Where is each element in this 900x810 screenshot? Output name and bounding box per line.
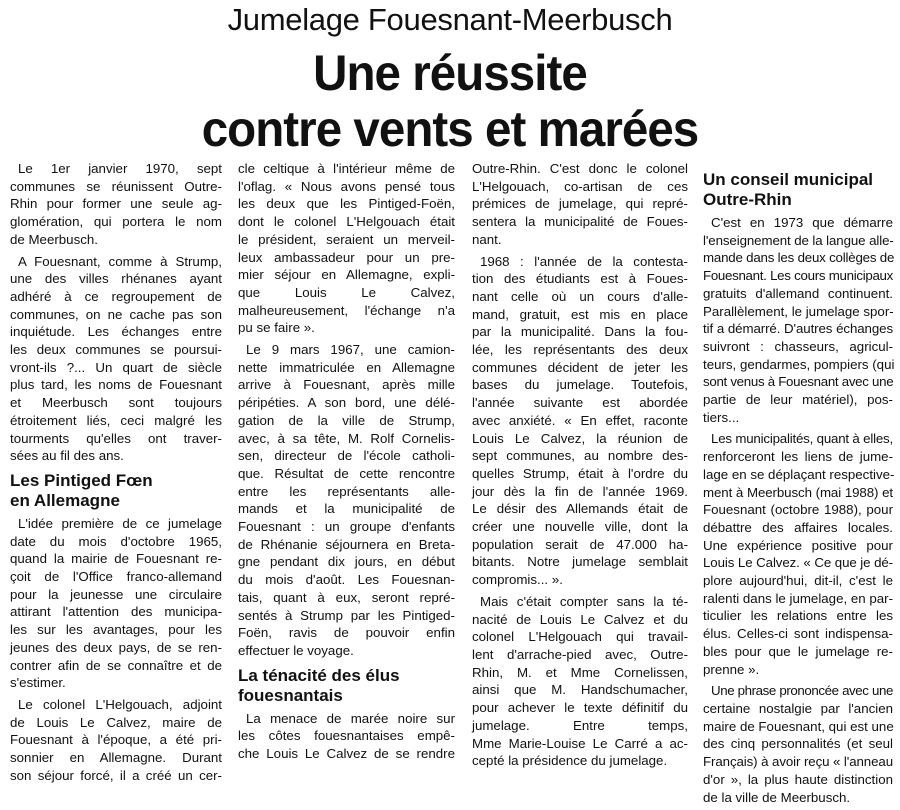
paragraph: [703, 430, 893, 678]
text-line: sonnier en Allemagne. Durant: [10, 750, 222, 766]
text-line: C'est en 1973 que démarre: [711, 215, 893, 230]
text-line: bitants. Notre jumelage semblait: [472, 554, 688, 570]
heading-line: en Allemagne: [10, 490, 120, 510]
text-line: l'enseignement de la langue alle-: [703, 232, 894, 248]
article-kicker: Jumelage Fouesnant-Meerbusch: [227, 2, 673, 37]
text-line: jeunes des deux pays, de se ren-: [10, 639, 222, 655]
text-line: certaine nostalgie par l'ancien: [703, 700, 893, 716]
text-line: ralenti dans le jumelage, en par-: [703, 590, 893, 606]
paragraph: [703, 682, 893, 806]
paragraph: [238, 160, 455, 337]
paragraph: [703, 214, 893, 426]
text-line: prenne ».: [703, 661, 760, 677]
text-line: sentera la municipalité de Foues-: [472, 214, 688, 230]
paragraph: [10, 515, 222, 692]
text-line: étroitement liés, ceci malgré les: [10, 412, 222, 428]
text-line: vront-ils ?... Un quart de siècle: [10, 359, 222, 375]
text-line: Fouesnant. Les cours municipaux: [703, 268, 893, 284]
text-line: compromis... ».: [472, 572, 563, 588]
text-line: mand, gratuit, est mis en place: [472, 306, 688, 322]
text-line: maire de Fouesnant, qui est une: [703, 718, 894, 734]
article-column-2: [238, 160, 455, 767]
text-line: élus. Celles-ci sont indispensa-: [703, 626, 893, 642]
text-line: L'idée première de ce jumelage: [18, 515, 222, 531]
text-line: péripéties. A son bord, une délé-: [238, 395, 455, 411]
paragraph: [10, 253, 222, 465]
text-line: Parallèlement, le jumelage spor-: [703, 303, 894, 319]
heading-line: fouesnantais: [238, 685, 343, 705]
paragraph: [472, 593, 688, 770]
text-line: l'année suivante est abordée: [472, 395, 688, 411]
text-line: plore aujourd'hui, dit-il, c'est le: [703, 573, 893, 589]
text-line: bases du jumelage. Toutefois,: [472, 377, 688, 393]
text-line: gratuits d'allemand continuent.: [703, 285, 893, 301]
paragraph: [238, 341, 455, 660]
text-line: Outre-Rhin. C'est donc le colonel: [472, 161, 688, 176]
text-line: communes, on ne cache pas son: [10, 306, 222, 322]
text-line: mande dans les deux collèges de: [703, 250, 895, 266]
section-heading: [10, 471, 222, 511]
text-line: de Rhénanie séjournera en Breta-: [238, 536, 455, 552]
text-line: quand la mairie de Fouesnant re-: [10, 551, 222, 567]
text-line: que Louis Le Calvez,: [238, 284, 455, 300]
text-line: quelles Strump, était à l'ordre du: [472, 465, 688, 481]
text-line: mands et la municipalité de: [238, 501, 455, 517]
text-line: Fouesnant à l'époque, a été pri-: [10, 732, 222, 748]
text-line: dont le colonel L'Helgouach était: [238, 214, 455, 230]
text-line: nant celle où un cours d'alle-: [472, 288, 688, 304]
text-line: par la municipalité. Dans la fou-: [472, 324, 688, 340]
text-line: ticulier les relations entre les: [703, 608, 893, 624]
paragraph: [472, 253, 688, 589]
text-line: malheureusement, l'échange n'a: [238, 302, 455, 318]
text-line: Français) à avoir reçu « l'anneau: [703, 754, 893, 770]
text-line: tion des étudiants est à Foues-: [472, 271, 688, 287]
text-line: inquiétude. Les échanges entre: [10, 324, 222, 340]
text-line: lée, les représentants des deux: [472, 342, 688, 358]
text-line: adhéré à ce regroupement de: [10, 288, 222, 304]
article-headline-line-2: contre vents et marées: [201, 101, 699, 157]
text-line: débattre des affaires locales.: [703, 519, 893, 535]
text-line: tiers...: [703, 409, 740, 425]
text-line: Mais c'était compter sans la té-: [480, 593, 688, 609]
text-line: Une expérience positive pour: [703, 537, 893, 553]
text-line: des cinq personnalités (et seul: [703, 736, 893, 752]
text-line: tif a démarré. D'autres échanges: [703, 321, 893, 337]
text-line: sées au fil des ans.: [10, 448, 124, 464]
text-line: Rhin, M. et Mme Cornelissen,: [472, 664, 688, 680]
text-line: son séjour forcé, il a créé un cer-: [10, 767, 222, 783]
text-line: cepté la présidence du jumelage.: [472, 753, 668, 769]
text-line: Louis Le Calvez, la réunion de: [472, 430, 688, 446]
text-line: les deux que les Pintiged-Foën,: [238, 196, 455, 212]
text-line: renforceront les liens de jume-: [703, 449, 893, 465]
text-line: communes décident de jeter les: [472, 359, 688, 375]
text-line: du mois d'août. Les Fouesnan-: [238, 572, 455, 588]
heading-line: Outre-Rhin: [703, 190, 792, 209]
heading-line: Les Pintiged Fœn: [10, 470, 153, 490]
text-line: lent d'arrache-pied avec, Outre-: [472, 646, 688, 662]
text-line: pour la jeunesse une circulaire: [10, 586, 222, 602]
paragraph: [10, 696, 222, 785]
heading-line: Un conseil municipal: [703, 170, 874, 189]
text-line: bles pour que le jumelage re-: [703, 643, 893, 659]
text-line: nant.: [472, 231, 502, 247]
text-line: prémices de jumelage, qui repré-: [472, 196, 688, 212]
article-headline-line-1: Une réussite: [313, 45, 587, 101]
text-line: nacité de Louis Le Calvez et du: [472, 611, 688, 627]
text-line: d'or », la plus haute distinction: [703, 771, 893, 787]
article-column-1: [10, 160, 222, 789]
text-line: et Meerbusch sont toujours: [10, 395, 222, 411]
text-line: Foën, ravis de pouvoir enfin: [238, 625, 455, 641]
text-line: attirant l'attention des municipa-: [10, 604, 222, 620]
text-line: les deux communes se poursui-: [10, 342, 222, 358]
text-line: lage en se déplaçant respective-: [703, 466, 895, 482]
paragraph: [10, 160, 222, 249]
article-column-4: [703, 164, 893, 810]
text-line: nette immatriculée en Allemagne: [238, 359, 455, 375]
text-line: partie de leur matériel), pos-: [703, 392, 893, 408]
text-line: gne pendant dix jours, en début: [238, 554, 455, 570]
text-line: pu se faire ».: [238, 320, 315, 336]
text-line: Fouesnant : un groupe d'enfants: [238, 519, 455, 535]
text-line: Le 1er janvier 1970, sept: [18, 161, 222, 176]
section-heading: [703, 170, 893, 210]
text-line: pour achever le texte définitif du: [472, 700, 688, 716]
text-line: L'Helgouach, co-artisan de ces: [472, 178, 688, 194]
text-line: Le colonel L'Helgouach, adjoint: [18, 696, 222, 712]
text-line: les sur les avantages, pour les: [10, 622, 222, 638]
text-line: A Fouesnant, comme à Strump,: [18, 253, 222, 269]
text-line: communes se réunissent Outre-: [10, 178, 222, 194]
text-line: ainsi que M. Handschumacher,: [472, 682, 688, 698]
text-line: que. Résultat de cette rencontre: [238, 465, 455, 481]
text-line: sentés à Strump par les Pintiged-: [238, 607, 455, 623]
text-line: Mme Marie-Louise Le Carré a ac-: [472, 735, 688, 751]
text-line: s'estimer.: [10, 675, 66, 691]
heading-line: La ténacité des élus: [238, 665, 400, 685]
text-line: glomération, qui portera le nom: [10, 214, 222, 230]
text-line: leux ambassadeur pour un pre-: [238, 249, 455, 265]
text-line: avec anxiété. « En effet, raconte: [472, 412, 688, 428]
text-line: une des villes rhénanes ayant: [10, 271, 222, 287]
text-line: jour dès la fin de l'année 1969.: [472, 483, 688, 499]
text-line: tais, quant à eux, seront repré-: [238, 589, 455, 605]
text-line: plus tard, les noms de Fouesnant: [10, 377, 222, 393]
paragraph: [238, 710, 455, 763]
text-line: avec, à sa tête, M. Rolf Cornelis-: [238, 430, 455, 446]
text-line: Fouesnant (octobre 1988), pour: [703, 502, 893, 518]
text-line: date du mois d'octobre 1965,: [10, 533, 222, 549]
text-line: cle celtique à l'intérieur même de: [238, 161, 455, 176]
text-line: de Meerbusch.: [10, 231, 98, 247]
text-line: La menace de marée noire sur: [246, 710, 455, 726]
text-line: effectuer le voyage.: [238, 642, 354, 658]
text-line: l'oflag. « Nous avons pensé tous: [238, 178, 455, 194]
text-line: créer une nouvelle ville, dont la: [472, 519, 688, 535]
text-line: gation de la ville de Strump,: [238, 412, 455, 428]
text-line: sen, directeur de l'école catholi-: [238, 448, 455, 464]
text-line: arrive à Fouesnant, après mille: [238, 377, 455, 393]
text-line: population serait de 47.000 ha-: [472, 536, 688, 552]
text-line: le président, seraient un merveil-: [238, 231, 455, 247]
text-line: 1968 : l'année de la contesta-: [480, 253, 688, 269]
text-line: mier séjour en Allemagne, expli-: [238, 267, 455, 283]
text-line: suivront : chasseurs, agricul-: [703, 338, 893, 354]
text-line: teurs, gendarmes, pompiers (qui: [703, 356, 895, 372]
text-line: Une phrase prononcée avec une: [711, 683, 893, 699]
text-line: jumelage. Entre temps,: [472, 717, 688, 733]
article-column-3: [472, 160, 688, 774]
text-line: les côtes fouesnantaises empê-: [238, 728, 455, 744]
text-line: Rhin pour former une seule ag-: [10, 196, 222, 212]
text-line: Le 9 mars 1967, une camion-: [246, 342, 455, 358]
text-line: tourments qu'elles ont traver-: [10, 430, 222, 446]
text-line: de la ville de Meerbusch.: [703, 789, 851, 805]
text-line: che Louis Le Calvez de se rendre: [238, 746, 455, 762]
text-line: contrer afin de se connaître et de: [10, 657, 222, 673]
text-line: de Louis Le Calvez, maire de: [10, 714, 222, 730]
text-line: sont venus à Fouesnant avec une: [703, 374, 894, 390]
text-line: Les municipalités, quant à elles,: [711, 431, 893, 447]
text-line: Louis Le Calvez. « Ce que je dé-: [703, 555, 893, 571]
paragraph: [472, 160, 688, 249]
text-line: Le désir des Allemands était de: [472, 501, 688, 517]
text-line: çoit de l'Office franco-allemand: [10, 569, 222, 585]
text-line: colonel L'Helgouach qui travail-: [472, 629, 688, 645]
section-heading: [238, 666, 455, 706]
text-line: entre les représentants alle-: [238, 483, 455, 499]
text-line: sept communes, au nombre des-: [472, 448, 688, 464]
text-line: ment à Meerbusch (mai 1988) et: [703, 484, 893, 500]
